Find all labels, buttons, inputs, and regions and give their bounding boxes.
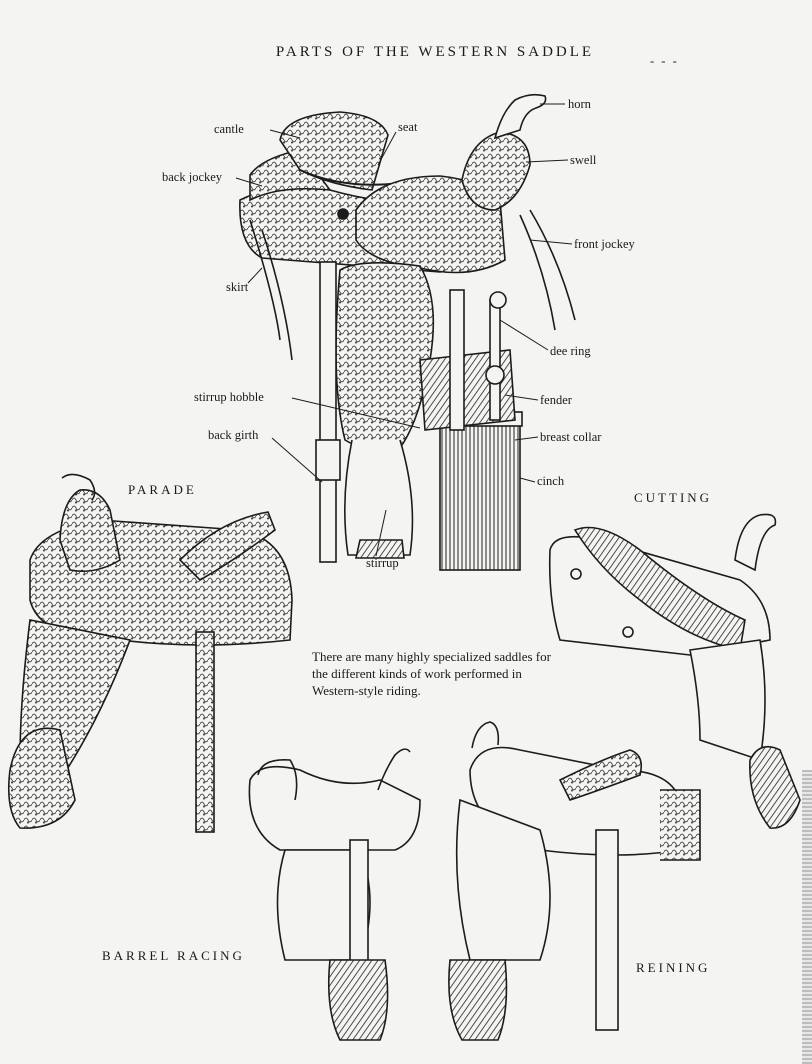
label-cinch: cinch: [537, 474, 565, 488]
caption-text: There are many highly specialized saddles for the different kinds of work performed in Western-style riding.: [312, 649, 551, 698]
label-stirrup: stirrup: [366, 556, 399, 570]
label-seat: seat: [398, 120, 418, 134]
label-parade: PARADE: [128, 482, 197, 497]
parade-saddle-drawing: [9, 474, 292, 832]
label-stirrup-hobble: stirrup hobble: [194, 390, 264, 404]
diagram-title: PARTS OF THE WESTERN SADDLE: [275, 44, 595, 60]
label-back-jockey: back jockey: [162, 170, 223, 184]
label-dee-ring: dee ring: [550, 344, 591, 358]
label-cutting: CUTTING: [634, 490, 713, 505]
barrel-racing-saddle-drawing: [249, 749, 420, 1040]
main-saddle-drawing: [240, 95, 575, 570]
label-horn: horn: [568, 97, 591, 111]
label-fender: fender: [540, 393, 572, 407]
scan-edge-shadow: [802, 770, 812, 1064]
label-cantle: cantle: [214, 122, 244, 136]
label-swell: swell: [570, 153, 597, 167]
label-breast-collar: breast collar: [540, 430, 602, 444]
label-back-girth: back girth: [208, 428, 259, 442]
corner-mark: - - -: [650, 54, 679, 68]
reining-saddle-drawing: [449, 722, 700, 1040]
label-reining: REINING: [636, 960, 711, 975]
label-barrel-racing: BARREL RACING: [102, 948, 245, 963]
label-skirt: skirt: [226, 280, 249, 294]
label-front-jockey: front jockey: [574, 237, 635, 251]
